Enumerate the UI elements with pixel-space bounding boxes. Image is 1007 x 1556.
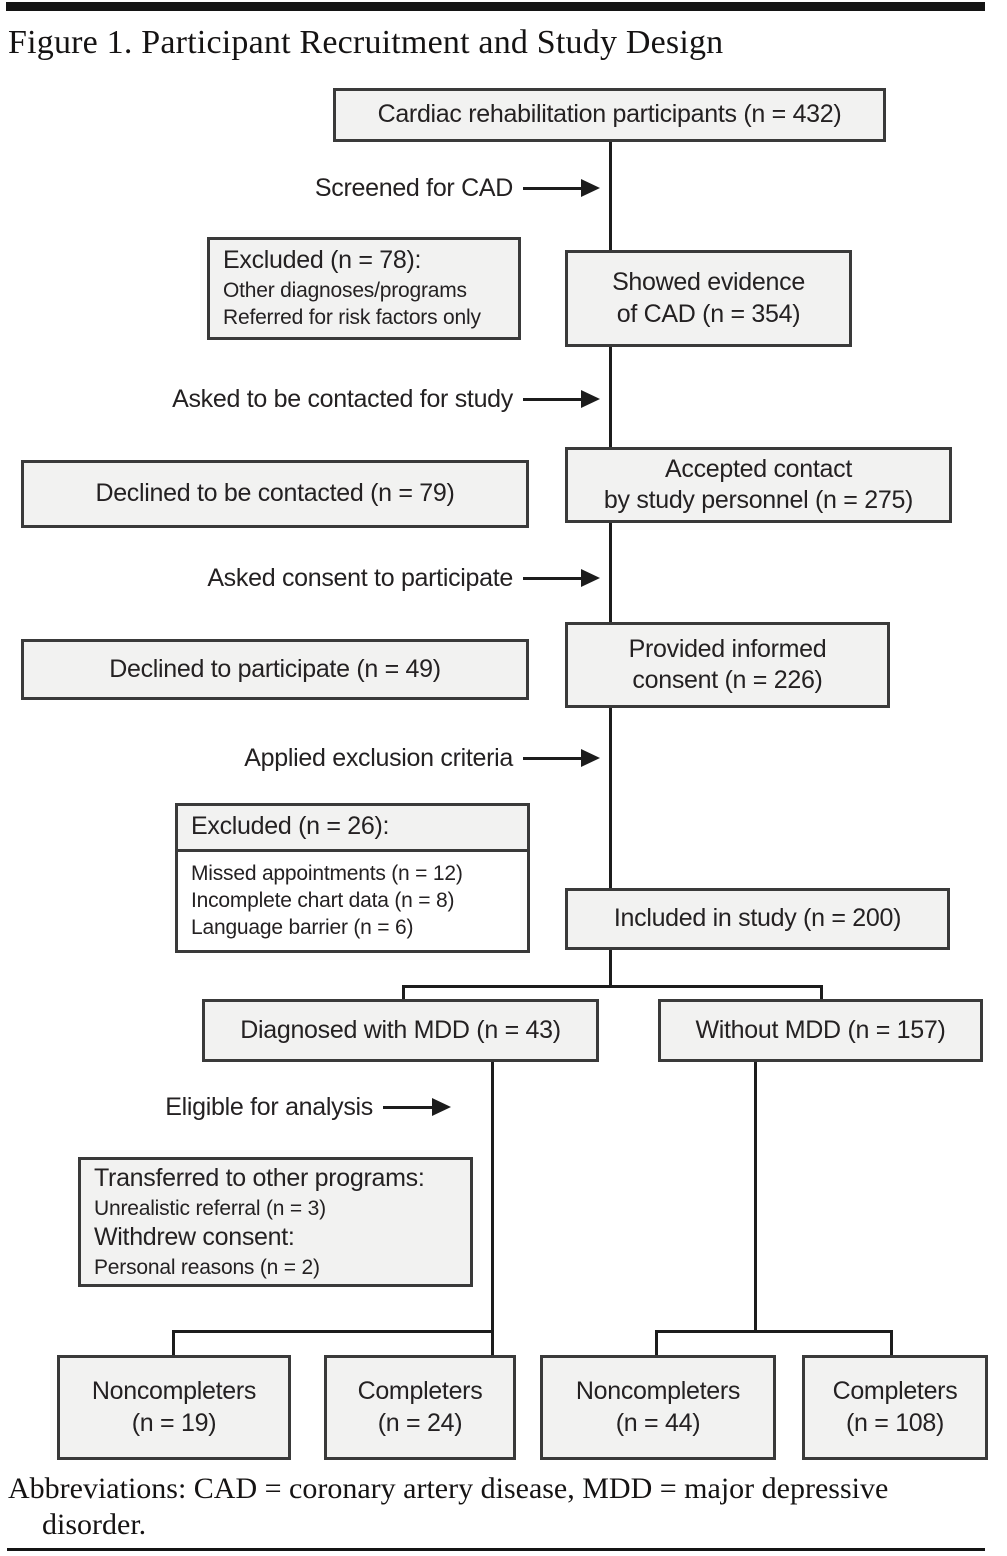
box-accepted-contact-line2: by study personnel (n = 275) [603,486,914,514]
box-mdd-noncompleters-line1: Noncompleters [91,1377,257,1405]
box-excluded-criteria-title: Excluded (n = 26): [178,806,527,852]
box-transferred-withdrew [78,1157,473,1287]
box-excluded-screening-reason-2: Referred for risk factors only [223,306,481,330]
box-excluded-criteria-reason-2: Incomplete chart data (n = 8) [191,888,455,912]
box-excluded-criteria-reason-3: Language barrier (n = 6) [191,916,414,940]
box-excluded-screening-reason-1: Other diagnoses/programs [223,278,467,302]
box-provided-consent-line2: consent (n = 226) [632,666,823,694]
box-diagnosed-mdd [202,999,599,1062]
box-mdd-completers [324,1355,516,1460]
eligible-arrow-shaft [383,1106,432,1109]
box-included-in-study-text: Included in study (n = 200) [613,904,902,933]
box-mdd-completers-line2: (n = 24) [377,1408,463,1437]
applied-exclusion-arrow-head-icon [581,749,600,767]
box-provided-consent [565,622,890,708]
box-cardiac-participants-text: Cardiac rehabilitation participants (n = 432) [377,100,842,129]
connector-right-stub-left [655,1330,658,1357]
box-showed-cad [565,250,852,347]
box-nomdd-noncompleters-line1: Noncompleters [575,1377,741,1405]
applied-exclusion-arrow [523,749,600,767]
connector-without-mdd-down [754,1060,757,1333]
box-mdd-noncompleters [57,1355,291,1460]
box-nomdd-completers [802,1355,988,1460]
connector-right-horizontal [655,1330,893,1333]
asked-contact-arrow-head-icon [581,390,600,408]
asked-contact-arrow [523,390,600,408]
label-applied-exclusion: Applied exclusion criteria [244,744,513,772]
connector-right-stub-right [890,1330,893,1357]
box-provided-consent-line1: Provided informed [628,634,827,663]
connector-spine-1 [609,140,612,253]
screened-arrow [523,179,600,197]
box-excluded-criteria-body [178,852,527,950]
figure-title: Figure 1. Participant Recruitment and Study Design [8,24,724,61]
box-without-mdd-text: Without MDD (n = 157) [695,1015,946,1044]
abbreviations-note-line1: Abbreviations: CAD = coronary artery disease, MDD = major depressive [8,1472,889,1505]
box-excluded-screening [207,237,521,340]
box-nomdd-completers-line2: (n = 108) [845,1408,945,1437]
box-accepted-contact-line1: Accepted contact [665,454,852,483]
box-without-mdd [658,999,983,1062]
connector-spine-5 [609,948,612,988]
applied-exclusion-arrow-shaft [523,757,581,760]
asked-consent-arrow-head-icon [581,569,600,587]
connector-spine-3 [609,521,612,625]
box-declined-contact [21,460,529,528]
asked-consent-arrow-shaft [523,577,581,580]
label-asked-consent: Asked consent to participate [207,564,513,592]
connector-left-horizontal [172,1330,494,1333]
box-nomdd-noncompleters-line2: (n = 44) [615,1408,701,1437]
connector-split-horizontal [402,985,823,988]
box-excluded-screening-title: Excluded (n = 78): [223,246,422,275]
top-rule [6,2,985,11]
screened-arrow-head-icon [581,179,600,197]
box-nomdd-noncompleters [540,1355,776,1460]
connector-mdd-down [491,1060,494,1357]
connector-spine-4 [609,706,612,891]
screened-arrow-shaft [523,187,581,190]
box-declined-participate-text: Declined to participate (n = 49) [109,654,441,683]
connector-left-stub [172,1330,175,1357]
box-declined-participate [21,639,529,700]
box-excluded-criteria [175,803,530,953]
connector-spine-2 [609,345,612,450]
box-transferred-title: Transferred to other programs: [94,1164,425,1193]
box-withdrew-reason: Personal reasons (n = 2) [94,1255,320,1279]
label-eligible-for-analysis: Eligible for analysis [165,1093,373,1121]
box-showed-cad-line1: Showed evidence [612,268,805,296]
box-diagnosed-mdd-text: Diagnosed with MDD (n = 43) [240,1015,561,1044]
box-declined-contact-text: Declined to be contacted (n = 79) [95,479,455,508]
box-transferred-reason: Unrealistic referral (n = 3) [94,1196,326,1220]
box-showed-cad-line2: of CAD (n = 354) [616,299,801,328]
box-mdd-noncompleters-line2: (n = 19) [131,1408,217,1437]
abbreviations-note-line2: disorder. [42,1508,147,1541]
label-screened-for-cad: Screened for CAD [314,174,513,202]
box-cardiac-participants [333,88,886,142]
label-asked-contact: Asked to be contacted for study [172,385,513,413]
box-excluded-criteria-reason-1: Missed appointments (n = 12) [191,861,463,885]
box-mdd-completers-line1: Completers [357,1377,483,1405]
eligible-arrow-head-icon [432,1098,451,1116]
asked-contact-arrow-shaft [523,398,581,401]
box-nomdd-completers-line1: Completers [832,1377,958,1405]
box-accepted-contact [565,447,952,523]
eligible-arrow [383,1098,451,1116]
bottom-rule [7,1548,985,1551]
box-included-in-study [565,888,950,950]
asked-consent-arrow [523,569,600,587]
box-withdrew-title: Withdrew consent: [94,1223,295,1251]
